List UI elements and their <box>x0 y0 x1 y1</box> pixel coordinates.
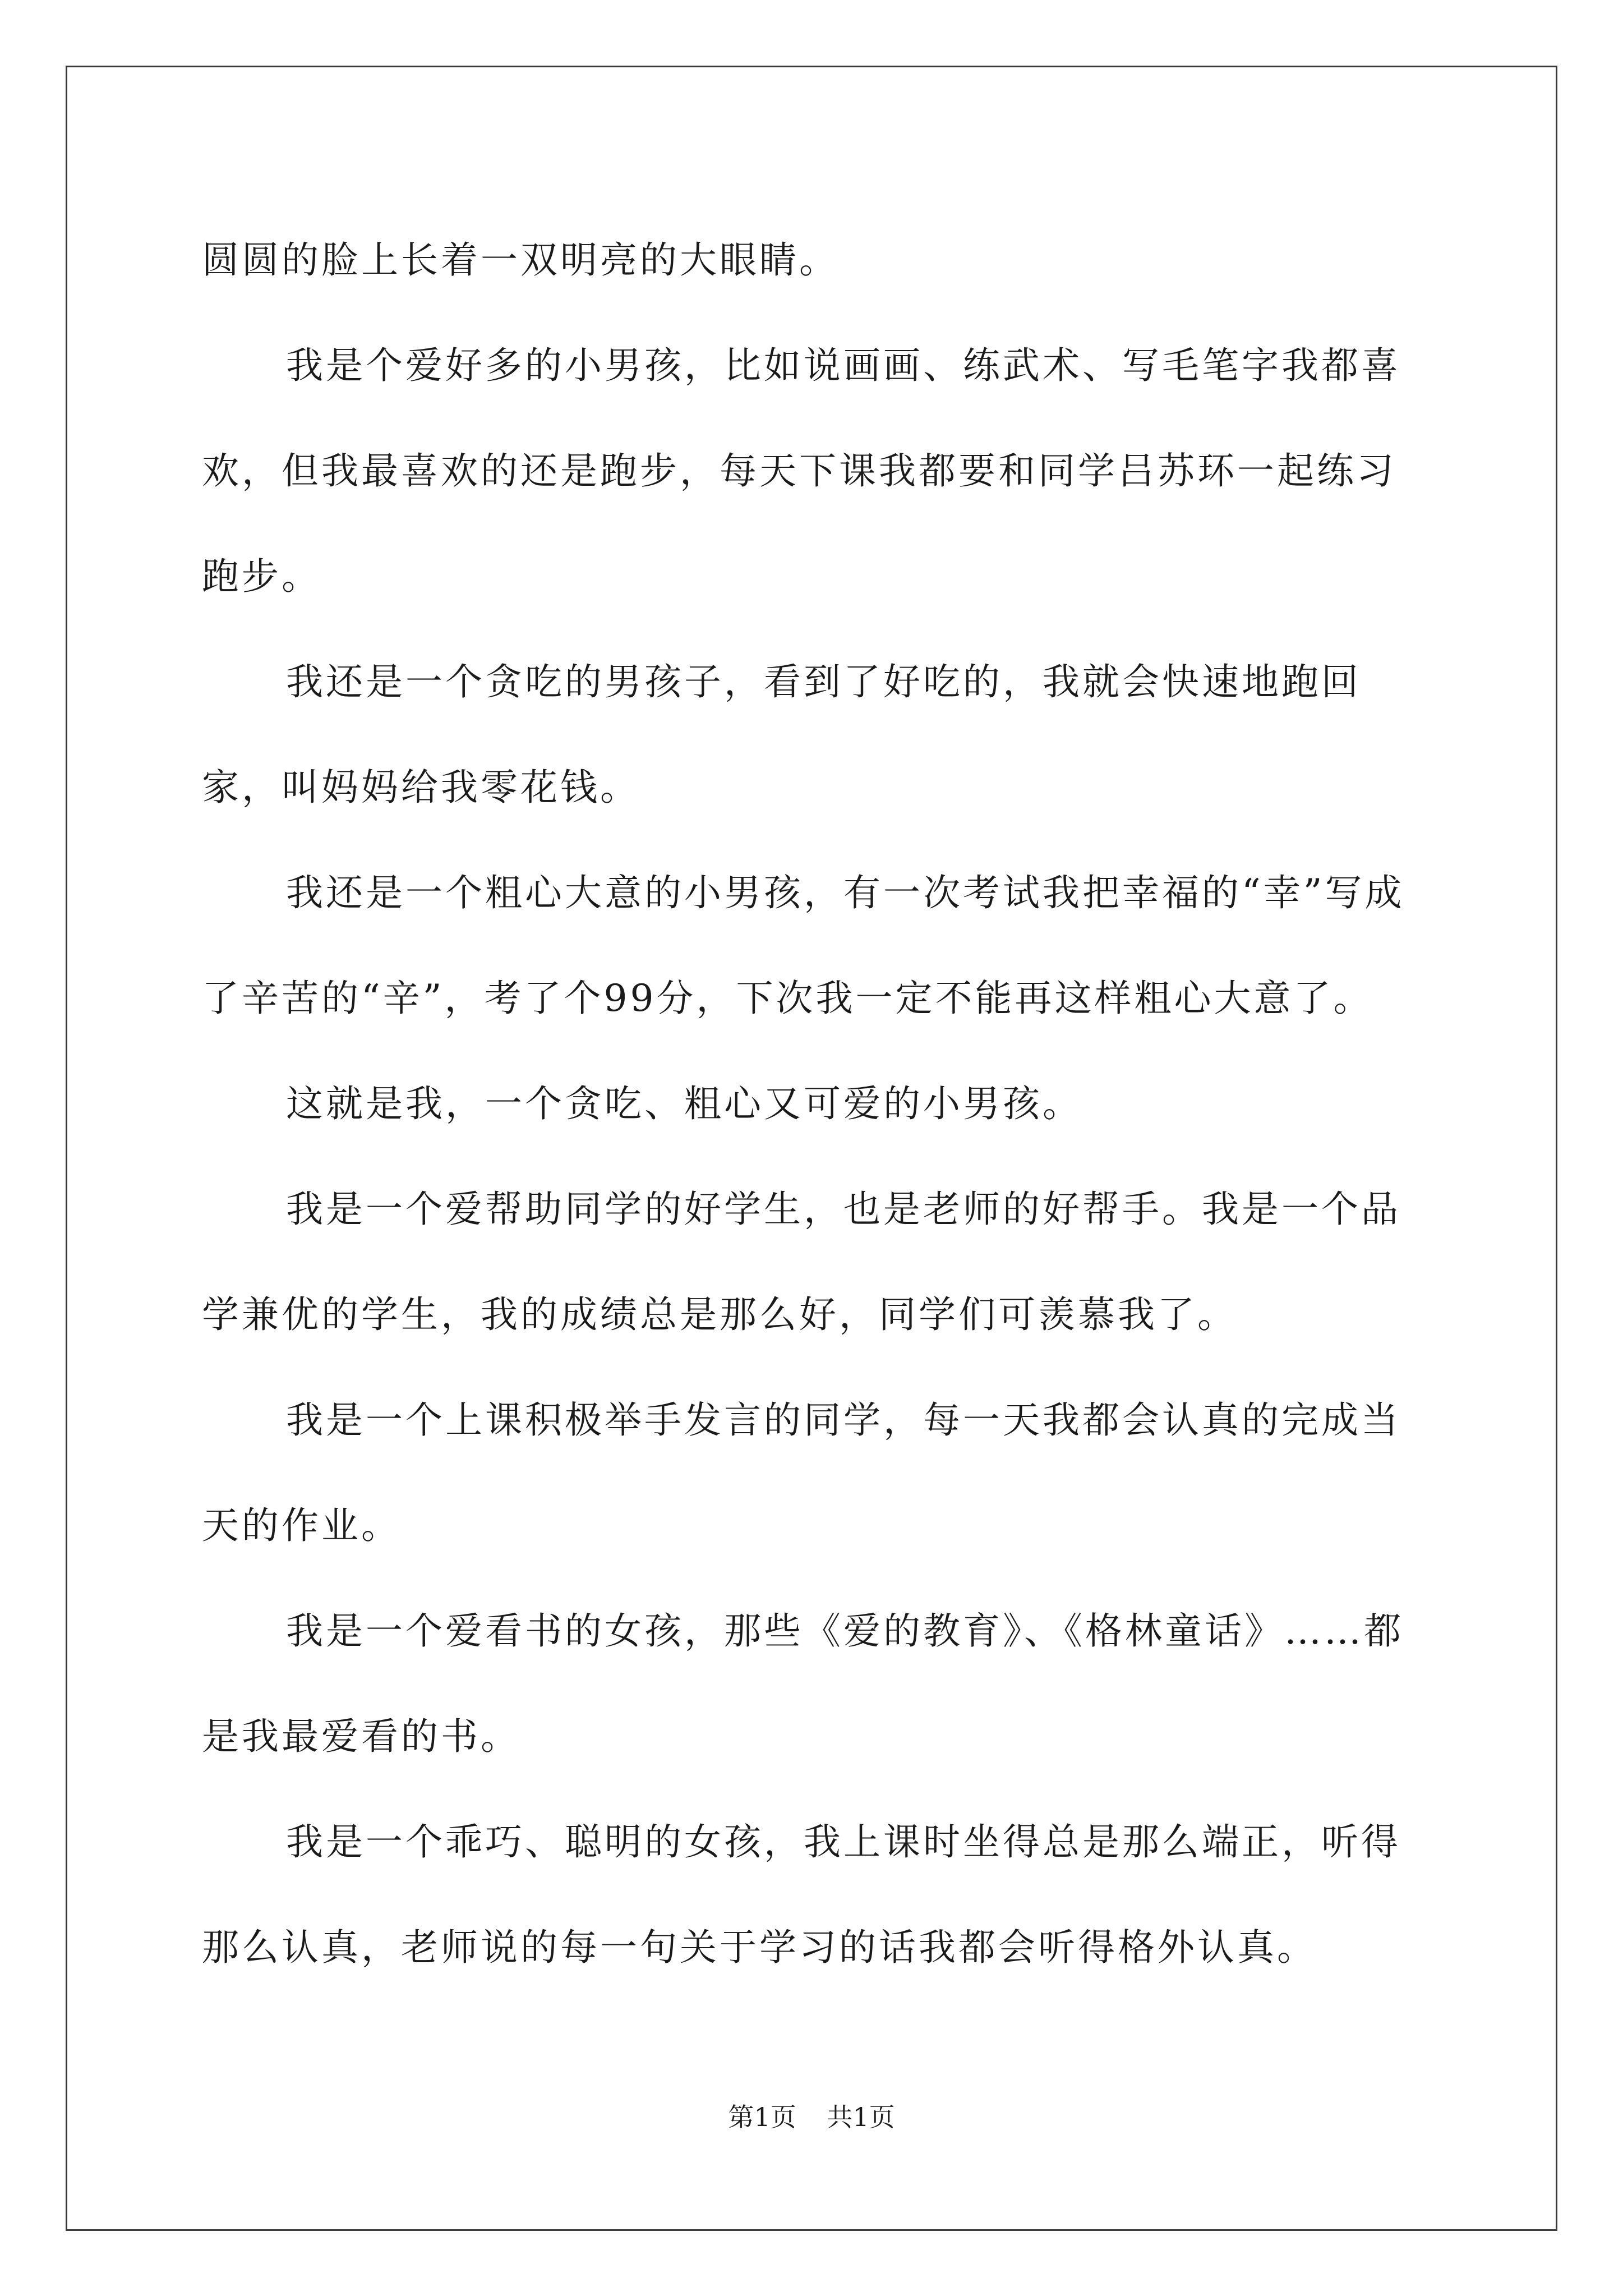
paragraph: 我还是一个粗心大意的小男孩，有一次考试我把幸福的“幸”写成了辛苦的“辛”，考了个99分，下次我一定不能再这样粗心大意了。 <box>202 871 1405 1020</box>
paragraph: 我是一个乖巧、聪明的女孩，我上课时坐得总是那么端正，听得那么认真，老师说的每一句关于学习的话我都会听得格外认真。 <box>202 1820 1401 1969</box>
page-footer <box>0 2097 1623 2134</box>
document-body <box>202 208 1436 2000</box>
page-total: 共1页 <box>827 2102 895 2132</box>
paragraph: 我是一个上课积极举手发言的同学，每一天我都会认真的完成当天的作业。 <box>202 1398 1401 1547</box>
paragraph: 我是一个爱帮助同学的好学生，也是老师的好帮手。我是一个品学兼优的学生，我的成绩总是那么好，同学们可羡慕我了。 <box>202 1188 1401 1336</box>
paragraph: 圆圆的脸上长着一双明亮的大眼睛。 <box>202 238 839 282</box>
paragraph: 我是个爱好多的小男孩，比如说画画、练武术、写毛笔字我都喜欢，但我最喜欢的还是跑步，每天下课我都要和同学吕苏环一起练习跑步。 <box>202 344 1401 598</box>
paragraph: 我还是一个贪吃的男孩子，看到了好吃的，我就会快速地跑回家，叫妈妈给我零花钱。 <box>202 660 1361 809</box>
page-number: 第1页 <box>728 2102 796 2132</box>
paragraph: 这就是我，一个贪吃、粗心又可爱的小男孩。 <box>286 1082 1082 1125</box>
paragraph: 我是一个爱看书的女孩，那些《爱的教育》、《格林童话》……都是我最爱看的书。 <box>202 1609 1404 1758</box>
